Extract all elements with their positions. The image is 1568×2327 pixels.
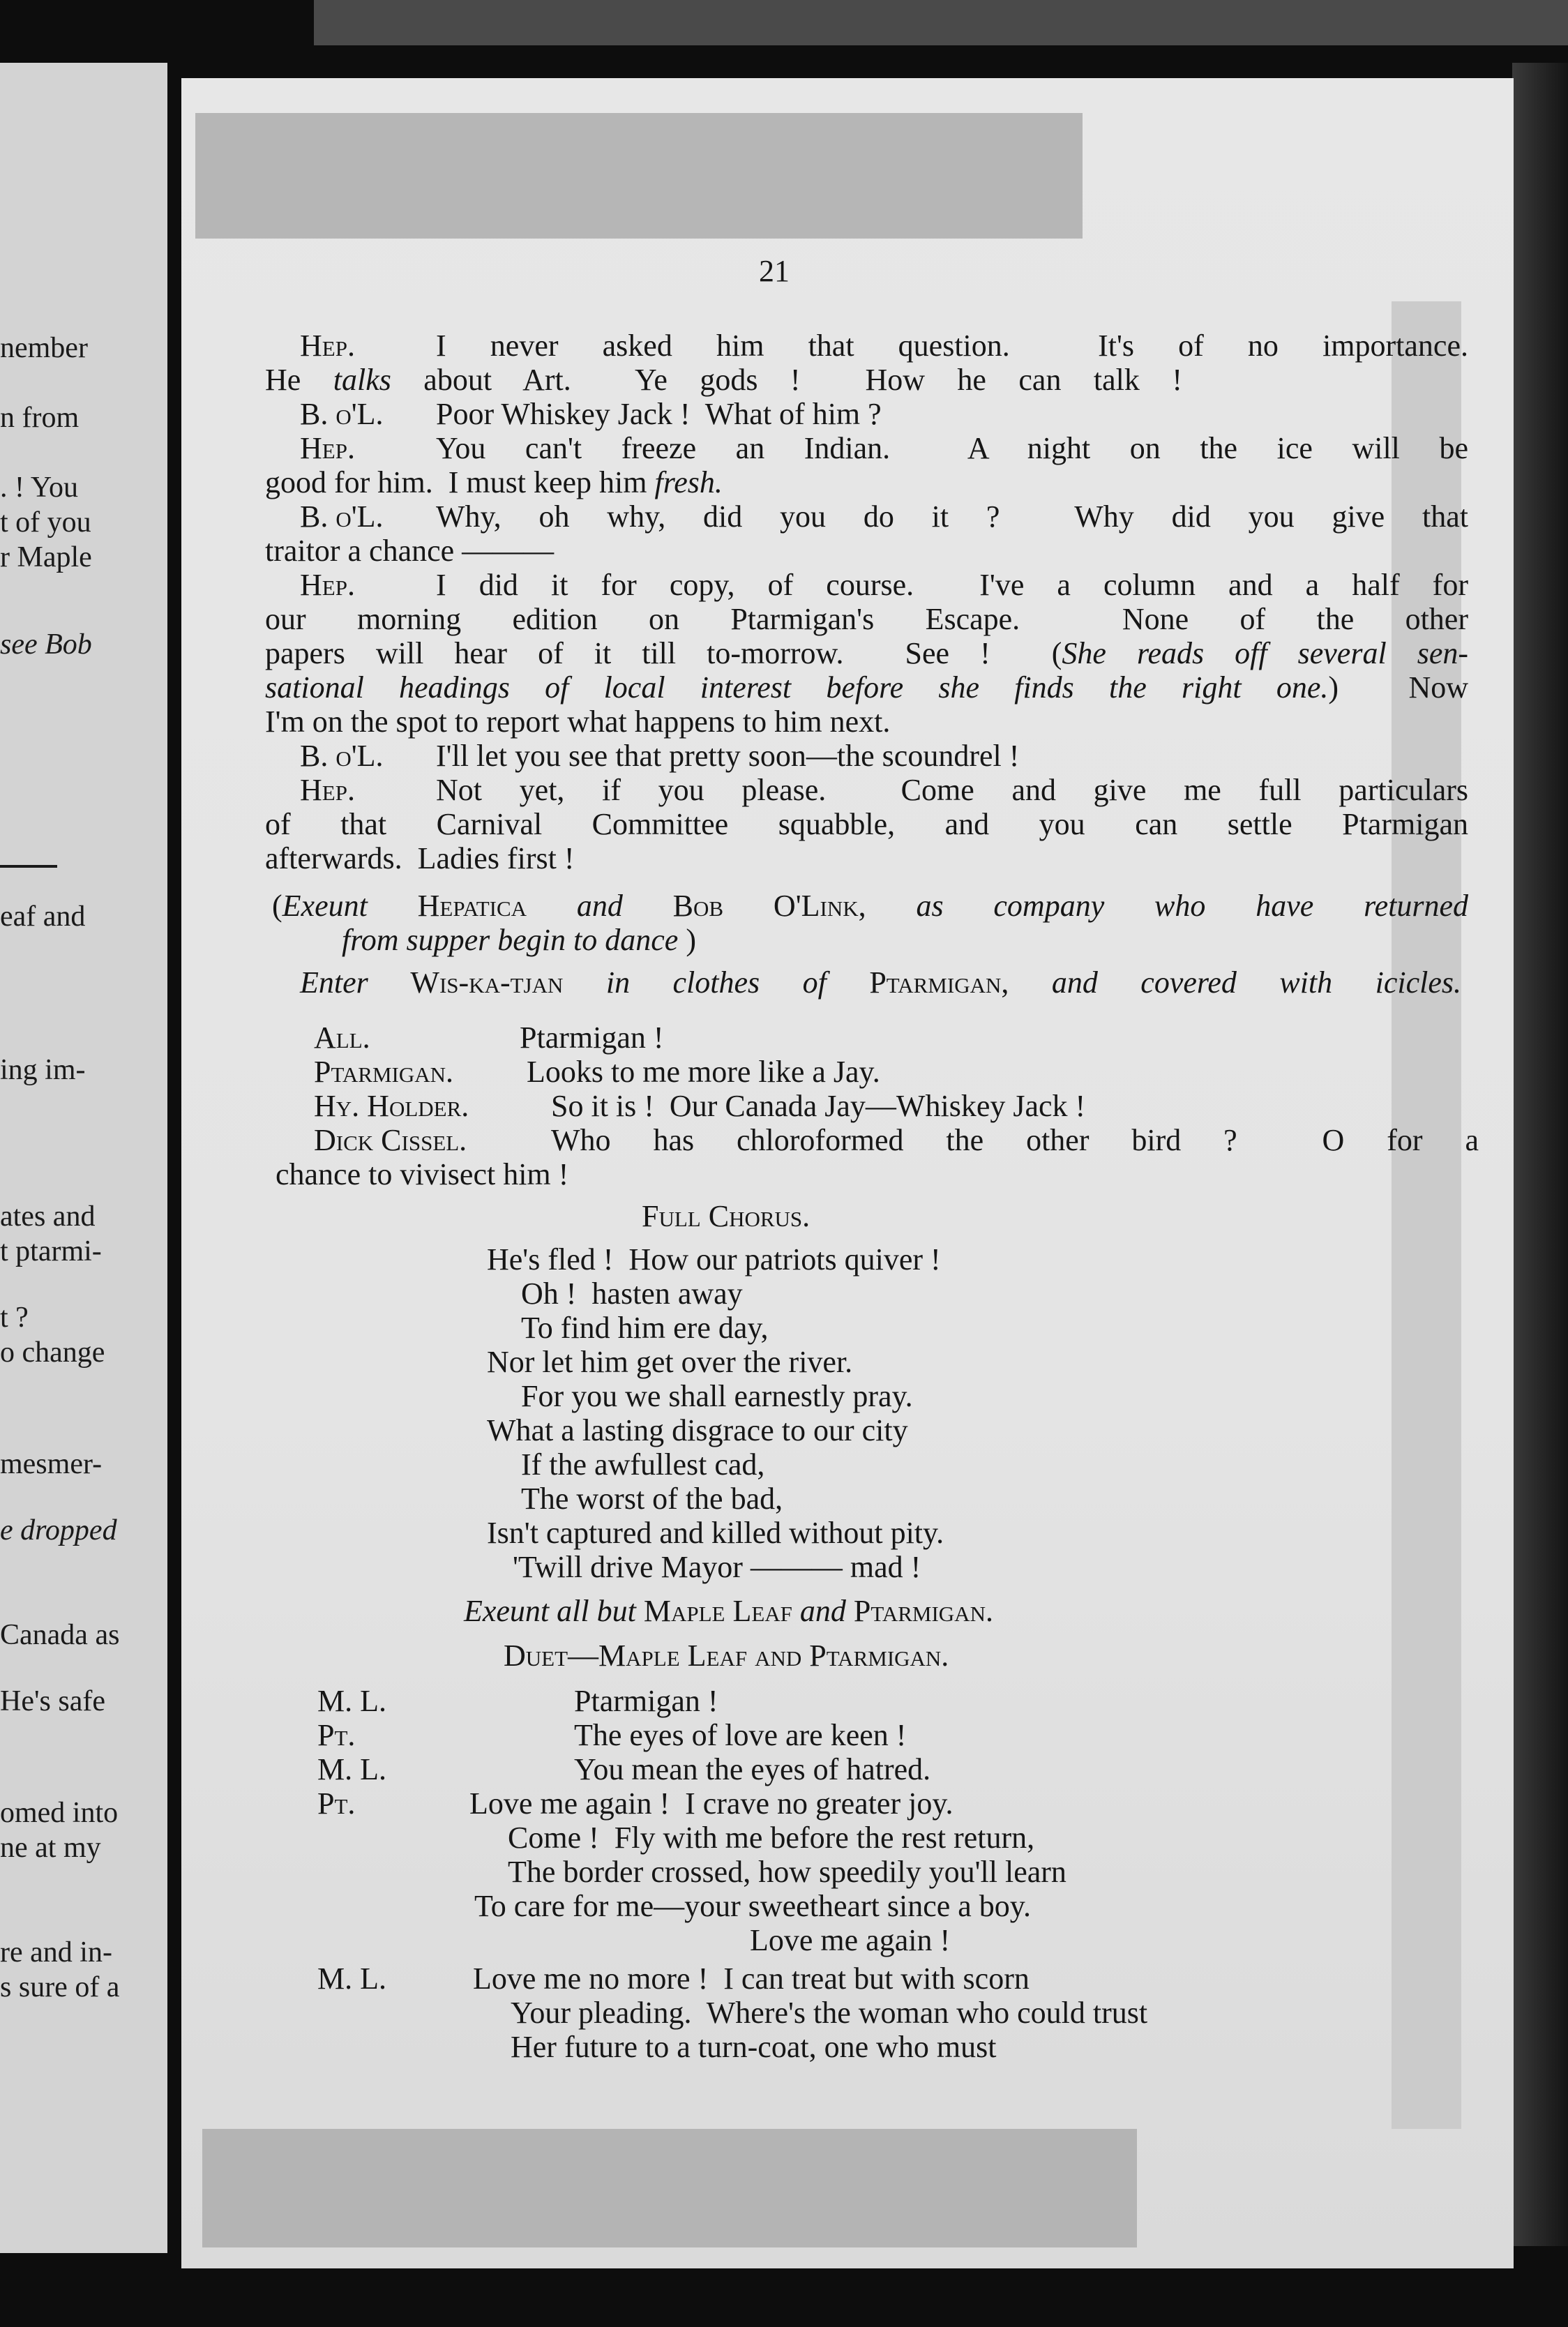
- dialogue-line: chance to vivisect him !: [276, 1157, 569, 1191]
- dialogue-line: I'll let you see that pretty soon—the scoundrel !: [436, 739, 1020, 773]
- left-fragment: ates and: [0, 1200, 96, 1233]
- duet-line: Come ! Fly with me before the rest return,: [508, 1821, 1035, 1855]
- duet-line: Love me again ! I crave no greater joy.: [469, 1786, 953, 1821]
- left-fragment: omed into: [0, 1797, 119, 1829]
- speaker-label: Hep.: [300, 329, 355, 363]
- dialogue-line: sational headings of local interest before she finds the right one.) Now: [265, 670, 1468, 705]
- speaker-label: Hep.: [300, 568, 355, 602]
- left-page-rule: [0, 865, 57, 868]
- dialogue-line: Who has chloroformed the other bird ? O for a: [551, 1123, 1479, 1157]
- duet-line: The eyes of love are keen !: [574, 1718, 907, 1752]
- left-fragment: re and in-: [0, 1936, 112, 1968]
- speaker-label: Hy. Holder.: [314, 1089, 469, 1123]
- dialogue-line: our morning edition on Ptarmigan's Escape. None of the other: [265, 602, 1468, 636]
- left-fragment: e dropped: [0, 1514, 117, 1546]
- speaker-label: Hep.: [300, 431, 355, 465]
- left-fragment: Canada as: [0, 1619, 120, 1651]
- duet-heading: Duet—Maple Leaf and Ptarmigan.: [504, 1639, 949, 1673]
- dialogue-line: He talks about Art. Ye gods ! How he can talk !: [265, 363, 1182, 397]
- duet-line: The border crossed, how speedily you'll learn: [508, 1855, 1066, 1889]
- dialogue-line: of that Carnival Committee squabble, and you can settle Ptarmigan: [265, 807, 1468, 841]
- dialogue-line: You can't freeze an Indian. A night on the ice will be: [436, 431, 1468, 465]
- duet-line: Love me no more ! I can treat but with scorn: [473, 1961, 1030, 1996]
- stage-direction: from supper begin to dance ): [342, 923, 696, 957]
- left-fragment: eaf and: [0, 901, 86, 933]
- dialogue-line: Why, oh why, did you do it ? Why did you give that: [436, 499, 1468, 534]
- book-page: [181, 78, 1514, 2268]
- duet-speaker: M. L.: [317, 1961, 386, 1996]
- right-binding-edge: [1512, 63, 1568, 2246]
- chorus-line: Oh ! hasten away: [521, 1277, 743, 1311]
- chorus-line: Isn't captured and killed without pity.: [487, 1516, 944, 1550]
- dialogue-line: good for him. I must keep him fresh.: [265, 465, 723, 499]
- duet-speaker: M. L.: [317, 1684, 386, 1718]
- duet-line: Ptarmigan !: [574, 1684, 718, 1718]
- chorus-line: He's fled ! How our patriots quiver !: [487, 1242, 941, 1277]
- speaker-label: Dick Cissel.: [314, 1123, 467, 1157]
- dialogue-line: Looks to me more like a Jay.: [527, 1055, 880, 1089]
- chorus-line: 'Twill drive Mayor ——— mad !: [513, 1550, 921, 1584]
- speaker-label: Hep.: [300, 773, 355, 807]
- speaker-label: B. o'L.: [300, 499, 384, 534]
- speaker-label: B. o'L.: [300, 397, 384, 431]
- dialogue-line: So it is ! Our Canada Jay—Whiskey Jack !: [551, 1089, 1086, 1123]
- chorus-line: The worst of the bad,: [521, 1482, 783, 1516]
- speaker-label: All.: [314, 1021, 370, 1055]
- left-fragment: o change: [0, 1336, 105, 1369]
- chorus-line: If the awfullest cad,: [521, 1447, 765, 1482]
- dialogue-line: I did it for copy, of course. I've a column and a half for: [436, 568, 1468, 602]
- duet-line: Your pleading. Where's the woman who could trust: [511, 1996, 1148, 2030]
- left-fragment: see Bob: [0, 628, 92, 661]
- left-fragment: r Maple: [0, 541, 92, 573]
- duet-line: Her future to a turn-coat, one who must: [511, 2030, 997, 2064]
- left-fragment: t ?: [0, 1302, 29, 1334]
- left-fragment: He's safe: [0, 1685, 105, 1717]
- duet-line: You mean the eyes of hatred.: [574, 1752, 931, 1786]
- speaker-label: Ptarmigan.: [314, 1055, 454, 1089]
- left-fragment: t ptarmi-: [0, 1235, 102, 1267]
- dialogue-line: traitor a chance ———: [265, 534, 555, 568]
- left-fragment: ne at my: [0, 1832, 101, 1864]
- page-text: [181, 78, 1514, 2268]
- left-fragment: nember: [0, 332, 88, 364]
- left-fragment: n from: [0, 402, 80, 434]
- duet-line: To care for me—your sweetheart since a boy.: [474, 1889, 1031, 1923]
- dialogue-line: Ptarmigan !: [520, 1021, 664, 1055]
- left-fragment: s sure of a: [0, 1971, 120, 2003]
- dialogue-line: afterwards. Ladies first !: [265, 841, 575, 875]
- left-facing-page: [0, 63, 167, 2253]
- stage-direction: (Exeunt Hepatica and Bob O'Link, as company who have returned: [272, 889, 1468, 923]
- dialogue-line: Not yet, if you please. Come and give me full particulars: [436, 773, 1468, 807]
- dialogue-line: I never asked him that question. It's of no importance.: [436, 329, 1468, 363]
- left-fragment: . ! You: [0, 472, 79, 504]
- duet-line: Love me again !: [750, 1923, 951, 1957]
- chorus-line: Nor let him get over the river.: [487, 1345, 853, 1379]
- exeunt-direction: Exeunt all but Maple Leaf and Ptarmigan.: [464, 1594, 993, 1628]
- dialogue-line: I'm on the spot to report what happens to him next.: [265, 705, 891, 739]
- chorus-line: To find him ere day,: [521, 1311, 769, 1345]
- chorus-line: What a lasting disgrace to our city: [487, 1413, 908, 1447]
- dialogue-line: papers will hear of it till to-morrow. See ! (She reads off several sen-: [265, 636, 1469, 670]
- duet-speaker: M. L.: [317, 1752, 386, 1786]
- left-fragment: t of you: [0, 506, 91, 539]
- chorus-heading: Full Chorus.: [642, 1199, 811, 1233]
- chorus-line: For you we shall earnestly pray.: [521, 1379, 913, 1413]
- left-fragment: ing im-: [0, 1054, 86, 1086]
- page-number: 21: [759, 254, 790, 288]
- speaker-label: B. o'L.: [300, 739, 384, 773]
- duet-speaker: Pt.: [317, 1718, 356, 1752]
- duet-speaker: Pt.: [317, 1786, 356, 1821]
- dialogue-line: Poor Whiskey Jack ! What of him ?: [436, 397, 882, 431]
- left-fragment: mesmer-: [0, 1448, 103, 1480]
- top-shadow-band: [314, 0, 1568, 45]
- stage-direction: Enter Wis-ka-tjan in clothes of Ptarmigan, and covered with icicles.: [300, 965, 1461, 1000]
